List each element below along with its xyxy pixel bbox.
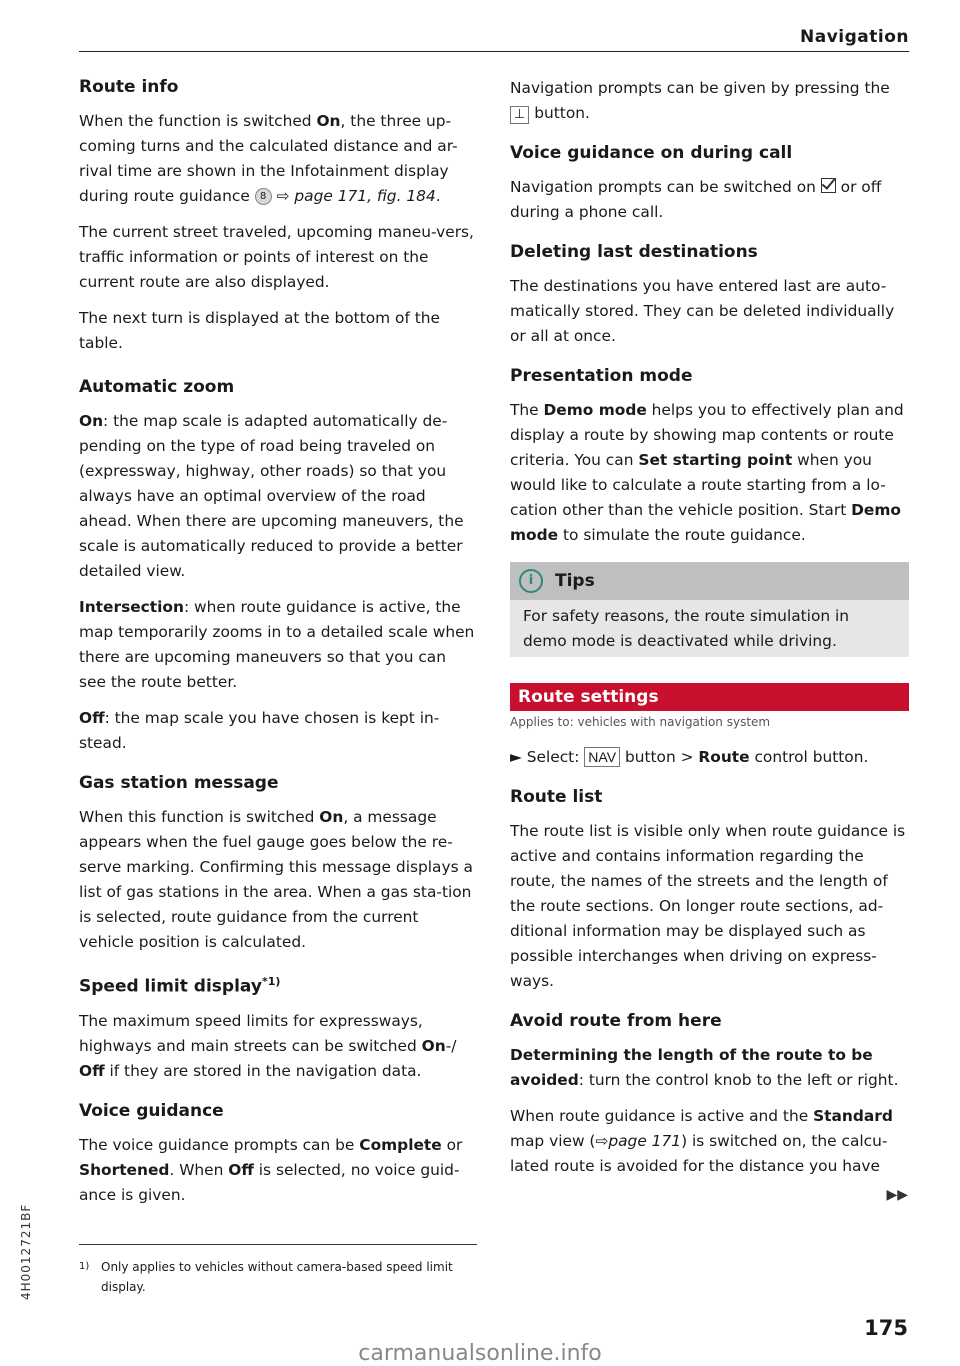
- callout-8-icon: 8: [255, 188, 272, 205]
- tips-header: [510, 562, 909, 600]
- footnote-marker: *1): [261, 975, 281, 988]
- page-ref-link[interactable]: page 171, fig. 184: [294, 187, 436, 205]
- avoid-p2: When route guidance is active and the Standard map view (⇨page 171) is switched on, the calcu-lated route is avoided for the distance you have: [510, 1107, 893, 1175]
- tips-box: [510, 562, 909, 657]
- footnote-rule: [79, 1244, 477, 1245]
- voice-button-icon: ⊥: [510, 106, 529, 124]
- route-info-p2: The current street traveled, upcoming maneu-vers, traffic information or points of interest on the current route are also displayed.: [79, 223, 474, 291]
- section-title: Navigation: [800, 27, 909, 47]
- voice-call-p: Navigation prompts can be switched on or off during a phone call.: [510, 178, 882, 221]
- avoid-p1: Determining the length of the route to be avoided: turn the control knob to the left or right.: [510, 1046, 899, 1089]
- tips-text: For safety reasons, the route simulation in demo mode is deactivated while driving.: [523, 607, 850, 650]
- voice-guidance-p: The voice guidance prompts can be Complete or Shortened. When Off is selected, no voice guid-ance is given.: [79, 1135, 463, 1204]
- auto-zoom-off: Off: the map scale you have chosen is kept in-stead.: [79, 709, 440, 752]
- heading-deleting: Deleting last destinations: [510, 242, 758, 262]
- speed-limit-p: The maximum speed limits for expressways, highways and main streets can be switched On-/ Off if they are stored in the navigation data.: [79, 1011, 457, 1080]
- nav-key-icon: NAV: [584, 747, 620, 767]
- route-info-p1: When the function is switched On, the three up-coming turns and the calculated distance and ar-rival time are shown in the Infotainment display during route guidance 8 ⇨ page 171, fig. 184.: [79, 112, 458, 205]
- route-info-p3: The next turn is displayed at the bottom of the table.: [79, 309, 441, 352]
- select-instruction: ► Select: NAV button > Route control button.: [510, 748, 869, 766]
- route-list-p: The route list is visible only when route guidance is active and contains information regarding the route, the names of the streets and the length of the route sections. On longer route sections, ad-ditional information may be displayed such as possible interchanges when driving on express-ways.: [510, 822, 906, 990]
- heading-presentation: Presentation mode: [510, 366, 693, 386]
- nav-prompt-intro: Navigation prompts can be given by pressing the ⊥ button.: [510, 79, 890, 122]
- heading-voice-call: Voice guidance on during call: [510, 143, 793, 163]
- gas-station-p: When this function is switched On, a message appears when the fuel gauge goes below the re-serve marking. Confirming this message displays a list of gas stations in the area. When a gas sta-tion is selected, route guidance from the current vehicle position is calculated.: [79, 808, 473, 951]
- right-column: [510, 76, 909, 1190]
- checkbox-checked-icon: [821, 178, 836, 193]
- route-settings-title: Route settings: [510, 683, 909, 711]
- watermark: carmanualsonline.info: [358, 1341, 602, 1366]
- heading-speed-limit: Speed limit display$^{*1)}$: [79, 975, 281, 997]
- auto-zoom-intersection: Intersection: when route guidance is active, the map temporarily zooms in to a detailed scale when there are upcoming maneuvers so that you can see the route better.: [79, 598, 475, 691]
- page-number: 175: [864, 1316, 908, 1340]
- continue-arrow-icon: ▶▶: [886, 1187, 908, 1203]
- heading-voice-guidance: Voice guidance: [79, 1100, 224, 1121]
- info-icon: i: [519, 569, 543, 593]
- heading-automatic-zoom: Automatic zoom: [79, 377, 235, 397]
- margin-code: 4H0012721BF: [19, 1203, 33, 1300]
- tips-title: Tips: [555, 571, 595, 591]
- applies-to: Applies to: vehicles with navigation system: [510, 715, 771, 729]
- left-column: [79, 74, 477, 1219]
- deleting-p: The destinations you have entered last are auto-matically stored. They can be deleted individually or all at once.: [510, 277, 895, 345]
- header-rule: [79, 51, 909, 52]
- heading-route-info: Route info: [79, 77, 179, 97]
- heading-gas-station: Gas station message: [79, 773, 279, 793]
- page-ref-link-2[interactable]: page 171: [608, 1132, 682, 1150]
- heading-route-list: Route list: [510, 787, 603, 807]
- heading-avoid-route: Avoid route from here: [510, 1011, 722, 1031]
- auto-zoom-on: On: the map scale is adapted automatically de-pending on the type of road being traveled on (expressway, highway, other roads) so that you always have an optimal overview of the road ahead. When there are upcoming maneuvers, the scale is automatically reduced to provide a better detailed view.: [79, 412, 464, 580]
- presentation-p: The Demo mode helps you to effectively plan and display a route by showing map contents or route criteria. You can Set starting point when you would like to calculate a route starting from a lo-cation other than the vehicle position. Start Demo mode to simulate the route guidance.: [510, 401, 904, 544]
- footnote: 1) Only applies to vehicles without camera-based speed limit display.: [79, 1260, 453, 1294]
